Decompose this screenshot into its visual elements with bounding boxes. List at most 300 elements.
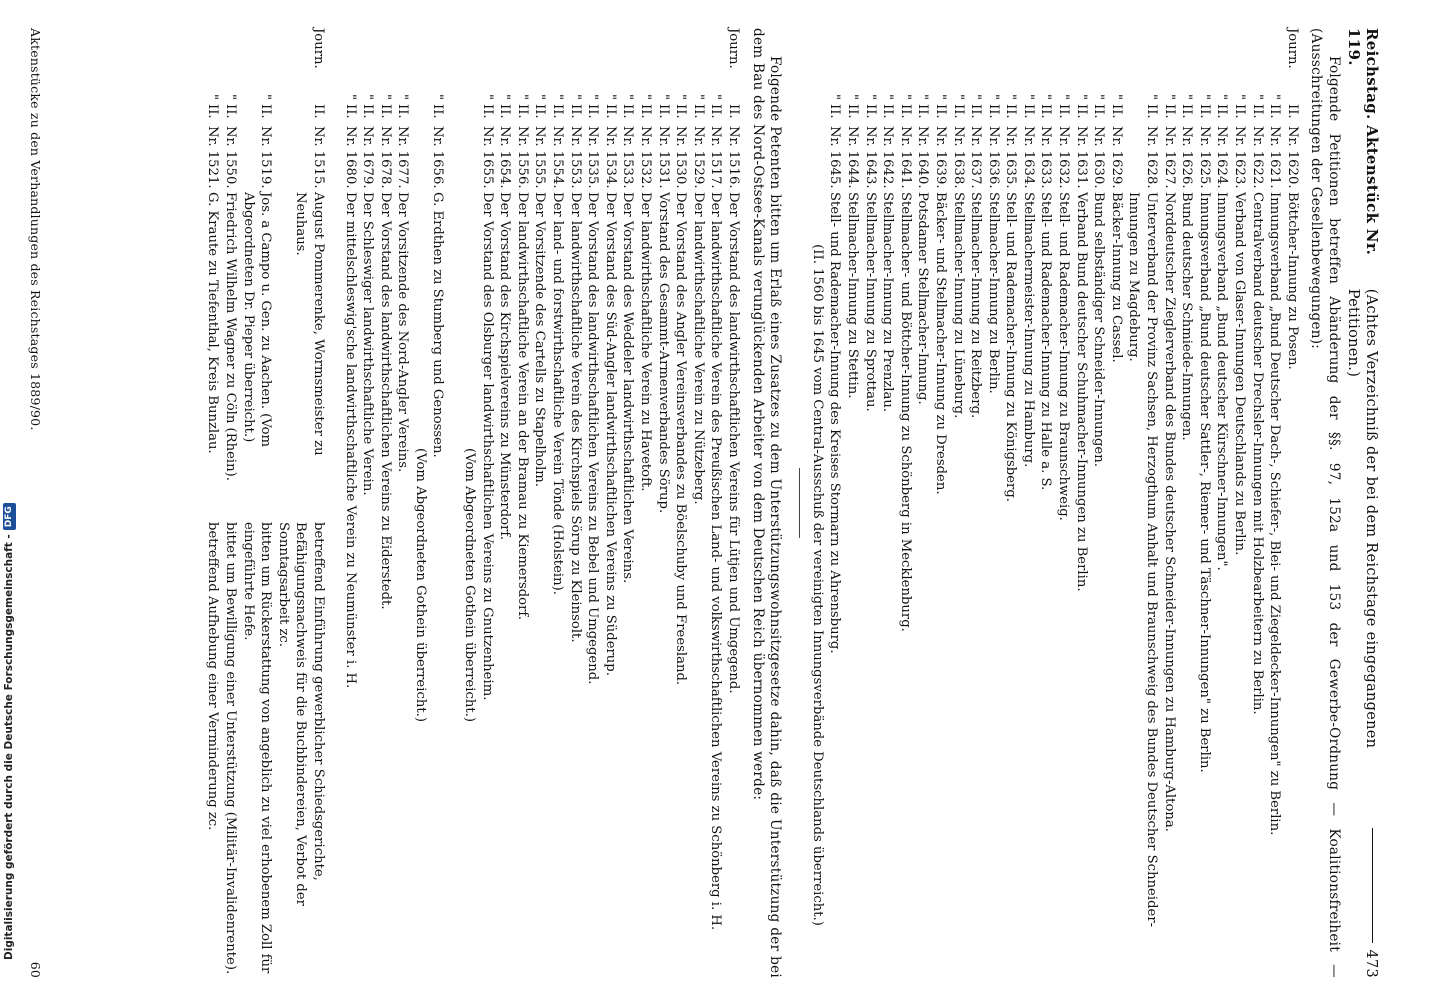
journal-label xyxy=(636,28,654,90)
credit-text-strip xyxy=(1,480,17,960)
petition-number: Nr. 1639. xyxy=(932,126,948,189)
ditto-mark: " xyxy=(950,93,966,101)
entry-row xyxy=(1037,28,1055,978)
journal-label xyxy=(429,28,447,90)
section-label: II. xyxy=(897,104,913,119)
ditto-mark xyxy=(411,90,429,104)
entry-row xyxy=(967,28,985,978)
section2-body xyxy=(461,28,743,978)
section-label: II. xyxy=(932,104,948,119)
ditto-mark: " xyxy=(620,93,636,101)
journal-label xyxy=(1178,28,1196,90)
petitioner: Der landwirthschaftliche Verein an der Bramau zu Kiemersdorf. xyxy=(514,192,530,620)
ditto-mark: " xyxy=(585,93,601,101)
petition-number: Nr. 1680. xyxy=(342,126,358,189)
ditto-mark xyxy=(461,90,479,104)
petitioner: Stell- und Rademacher-Innung zu Halle a. S. xyxy=(1038,192,1054,491)
section-label: II. xyxy=(1020,104,1036,119)
petition-number: Nr. 1637. xyxy=(968,126,984,189)
journal-label xyxy=(1195,28,1213,90)
petitioner: Innungsverband „Bund Deutscher Dach-, Schiefer-, Blei- und Ziegeldecker-Innungen" zu Berlin. xyxy=(1267,192,1283,836)
ditto-mark xyxy=(274,90,327,104)
ditto-mark xyxy=(724,90,742,104)
ditto-mark: " xyxy=(205,93,221,101)
ditto-mark: " xyxy=(550,93,566,101)
petition-number: Nr. 1645. xyxy=(827,126,843,189)
ditto-mark: " xyxy=(673,93,689,101)
section-label: II. xyxy=(360,104,376,119)
section-label: II. xyxy=(1196,104,1212,119)
ditto-mark: " xyxy=(690,93,706,101)
petitioner: Bäcker- und Stellmacher-Innung zu Dresden. xyxy=(932,192,948,495)
footer-page-number: 60 xyxy=(27,961,43,978)
petitioner: Stellmacher-Innung zu Lüneburg. xyxy=(950,192,966,419)
entry-row xyxy=(949,28,967,978)
section1-intro: Folgende Petitionen betreffen Abänderung der §§. 97, 152a und 153 der Gewerbe-Ordnung — Koalitionsfreiheit — (Ausschreitungen der Gesellenbewegungen): xyxy=(1308,28,1342,978)
entry-row xyxy=(1090,28,1108,978)
header-left: Reichstag. Aktenstück Nr. 119. xyxy=(1345,28,1381,256)
page-number: 473 xyxy=(1363,949,1379,978)
journal-label: Journ. xyxy=(1284,28,1300,69)
journal-label xyxy=(1055,28,1073,90)
section-label: II. xyxy=(1161,104,1177,119)
petition-number: Nr. 1534. xyxy=(602,126,618,189)
ditto-mark: " xyxy=(1056,93,1072,101)
journal-label xyxy=(496,28,514,90)
journal-label xyxy=(513,28,531,90)
ditto-mark: " xyxy=(1161,93,1177,101)
petitioner: (II. 1560 bis 1645 vom Central-Ausschuß der vereinigten Innungsverbände Deutschlands überreicht.) xyxy=(809,244,825,926)
section-label: II. xyxy=(1108,104,1124,119)
petition-number: Nr. 1624. xyxy=(1214,126,1230,189)
entry-row xyxy=(204,28,222,978)
petitioner: Der Schleswiger landwirthschaftliche Verein. xyxy=(360,192,376,496)
petitioner: Bäcker-Innung zu Cassel. xyxy=(1108,192,1124,363)
petitioner: Stell- und Rademacher-Innung des Kreises Stormarn zu Ahrensburg. xyxy=(827,192,843,654)
ditto-mark: " xyxy=(497,93,513,101)
section-label: II. xyxy=(585,104,601,119)
petition-number: Nr. 1517. xyxy=(708,126,724,189)
journal-label xyxy=(914,28,932,90)
section-label: II. xyxy=(1214,104,1230,119)
journal-label xyxy=(967,28,985,90)
journal-label xyxy=(359,28,377,90)
petition-number: Nr. 1535. xyxy=(585,126,601,189)
ditto-mark: " xyxy=(1267,93,1283,101)
entry-row xyxy=(931,28,949,978)
petition-number: Nr. 1530. xyxy=(673,126,689,189)
journal-label: Journ. xyxy=(310,28,326,69)
entry-row xyxy=(689,28,707,978)
section-label: II. xyxy=(258,104,274,119)
entry-row xyxy=(341,28,359,978)
entry-row xyxy=(531,28,549,978)
page-content xyxy=(20,28,1380,978)
section-label: II. xyxy=(950,104,966,119)
entry-row xyxy=(429,28,447,978)
journal-label xyxy=(566,28,584,90)
ditto-mark: " xyxy=(395,93,411,101)
journal-label xyxy=(1107,28,1125,90)
journal-label xyxy=(896,28,914,90)
petitioner: Der Vorstand des Süd-Angler landwirthschaftlichen Vereins zu Süderup. xyxy=(602,192,618,676)
ditto-mark: " xyxy=(985,93,1001,101)
running-header xyxy=(1345,28,1381,978)
journal-label xyxy=(394,28,412,90)
petition-number: Nr. 1679. xyxy=(360,126,376,189)
section-label: II. xyxy=(1267,104,1283,119)
petitioner: Centralverband deutscher Drechsler-Innungen mit Holzbearbeitern zu Berlin. xyxy=(1249,192,1265,715)
petitioner: Der landwirthschaftliche Verein des Preußischen Land- und volkswirthschaftlichen Vereins zu Schönberg i. H. xyxy=(708,192,724,931)
petition-number: Nr. 1629. xyxy=(1108,126,1124,189)
section-label: II. xyxy=(205,104,221,119)
journal-label xyxy=(931,28,949,90)
petition-number: Nr. 1550. xyxy=(222,126,238,189)
petitioner: Bund selbständiger Schneider-Innungen. xyxy=(1091,192,1107,467)
journal-label xyxy=(341,28,359,90)
petition-number: Nr. 1633. xyxy=(1038,126,1054,189)
journal-label xyxy=(984,28,1002,90)
ditto-mark: " xyxy=(602,93,618,101)
entry-row xyxy=(914,28,932,978)
ditto-mark: " xyxy=(655,93,671,101)
journal-label xyxy=(1125,28,1160,90)
entry-row xyxy=(654,28,672,978)
section1-body xyxy=(808,28,1301,978)
petitioner: (Vom Abgeordneten Gothein überreicht.) xyxy=(462,448,478,722)
petitioner: Der Vorsitzende des Nord-Angler Vereins. xyxy=(395,192,411,473)
petitioner: Der Vorstand des Weddeler landwirthschaftlichen Vereins. xyxy=(620,192,636,584)
petition-number: Nr. 1555. xyxy=(532,126,548,189)
ditto-mark: " xyxy=(827,93,843,101)
ditto-mark: " xyxy=(1003,93,1019,101)
ditto-mark: " xyxy=(1108,93,1124,101)
petitioner: Stellmacher-Innung zu Prenzlau. xyxy=(880,192,896,413)
petition-number: Nr. 1533. xyxy=(620,126,636,189)
section-label: II. xyxy=(1003,104,1019,119)
entry-row xyxy=(826,28,844,978)
petition-number xyxy=(808,126,826,192)
entry-row xyxy=(1107,28,1125,978)
petitioner: Stellmacher-Innung zu Sprottau. xyxy=(862,192,878,412)
entry-row xyxy=(1230,28,1248,978)
page-footer xyxy=(26,28,44,978)
petitioner: Stell- und Rademacher-Innung zu Braunschweig. xyxy=(1056,192,1072,521)
petitioner: (Vom Abgeordneten Gothein überreicht.) xyxy=(412,448,428,722)
entry-row xyxy=(672,28,690,978)
section-label: II. xyxy=(862,104,878,119)
petitioner: Innungsverband „Bund deutscher Kürschner-Innungen". xyxy=(1214,192,1230,571)
petitioner: Der Vorstand des Kirchspielvereins zu Münsterdorf. xyxy=(497,192,513,541)
credit-text: Digitalisierung gefördert durch die Deutsche Forschungsgemeinschaft - xyxy=(3,534,15,960)
ditto-mark: " xyxy=(897,93,913,101)
petition-number: Nr. 1515. xyxy=(310,126,326,189)
ditto-mark: " xyxy=(430,93,446,101)
entry-row xyxy=(1072,28,1090,978)
petition-number: Nr. 1641. xyxy=(897,126,913,189)
journal-label xyxy=(1037,28,1055,90)
petitioner: August Pommerenke, Wormsmeister zu Neuhaus. xyxy=(293,192,326,456)
ditto-mark: " xyxy=(844,93,860,101)
entry-row xyxy=(1178,28,1196,978)
journal-label xyxy=(879,28,897,90)
petitioner: Innungsverband „Bund deutscher Sattler-, Riemer- und Täschner-Innungen" zu Berlin. xyxy=(1196,192,1212,773)
section-label: II. xyxy=(827,104,843,119)
petitioner: Stellmacher-Innung zu Reitzberg. xyxy=(968,192,984,419)
petition-number: Nr. 1626. xyxy=(1179,126,1195,189)
petition-number: Nr. 1516. xyxy=(726,126,741,189)
petition-number xyxy=(411,126,429,192)
petition-number: Nr. 1554. xyxy=(550,126,566,189)
entry-row xyxy=(808,28,826,978)
entry-row xyxy=(1195,28,1213,978)
section-label: II. xyxy=(532,104,548,119)
section-label: II. xyxy=(550,104,566,119)
entry-row xyxy=(984,28,1002,978)
journal-label xyxy=(808,28,826,90)
journal-label xyxy=(654,28,672,90)
ditto-mark: " xyxy=(932,93,948,101)
ditto-mark xyxy=(808,90,826,104)
journal-label xyxy=(548,28,566,90)
petition-number: Nr. 1532. xyxy=(638,126,654,189)
petition-number: Nr. 1529. xyxy=(690,126,706,189)
journal-label xyxy=(478,28,496,90)
petition-number: Nr. 1627. xyxy=(1161,126,1177,189)
journal-label xyxy=(707,28,725,90)
journal-label xyxy=(376,28,394,90)
petition-number: Nr. 1556. xyxy=(514,126,530,189)
section-label: II. xyxy=(620,104,636,119)
separator-rule xyxy=(799,468,800,538)
petition-subject: betreffend Aufhebung einer Verminderung zc. xyxy=(205,522,221,831)
ditto-mark: " xyxy=(1091,93,1107,101)
section-label: II. xyxy=(985,104,1001,119)
header-center: (Achtes Verzeichniß der bei dem Reichstage eingegangenen Petitionen.) xyxy=(1345,288,1379,749)
petitioner: Der mittelschleswig'sche landwirthschaftliche Verein zu Neumünster i. H. xyxy=(342,192,358,689)
ditto-mark: " xyxy=(567,93,583,101)
journal-label xyxy=(843,28,861,90)
entry-row xyxy=(636,28,654,978)
petitioner: Stellmacher-Innung zu Stettin. xyxy=(844,192,860,399)
petitioner: Jos. a Campo u. Gen. zu Aachen. (Vom Abgeordneten Dr. Pieper überreicht.) xyxy=(240,192,274,448)
ditto-mark: " xyxy=(360,93,376,101)
journal-label xyxy=(239,28,274,90)
journal-label xyxy=(1072,28,1090,90)
ditto-mark: " xyxy=(1179,93,1195,101)
section-label: II. xyxy=(673,104,689,119)
entry-row xyxy=(496,28,514,978)
entry-row xyxy=(274,28,327,978)
ditto-mark xyxy=(1283,90,1301,104)
petitioner: Stellmacher- und Böttcher-Innung zu Schönberg in Mecklenburg. xyxy=(897,192,913,632)
section2-intro: Folgende Petenten bitten um Erlaß eines Zusatzes zu dem Unterstützungswohnsitzgesetze dahin, daß die Unterstützung der bei dem Bau des Nord-Ostsee-Kanals verunglückenden Arbeiter von dem Deutschen Reich übernommen werde: xyxy=(749,28,784,978)
petition-number: Nr. 1531. xyxy=(655,126,671,189)
entry-row xyxy=(461,28,479,978)
entry-row xyxy=(1055,28,1073,978)
section-label: II. xyxy=(1179,104,1195,119)
petition-subject: betreffend Einführung gewerblicher Schiedsgerichte, Befähigungsnachweis für die Buchbindereien, Verbot der Sonntagsarbeit zc. xyxy=(275,522,326,906)
section-label: II. xyxy=(430,104,446,119)
petitioner: Böttcher-Innung zu Posen. xyxy=(1284,192,1300,370)
petitioner: Potsdamer Stellmacher-Innung. xyxy=(915,192,931,405)
ditto-mark: " xyxy=(1214,93,1230,101)
section-label: II. xyxy=(342,104,358,119)
section-label xyxy=(411,104,429,126)
section1-table xyxy=(808,28,1301,978)
journal-label xyxy=(861,28,879,90)
journal-label xyxy=(204,28,222,90)
entry-row xyxy=(1125,28,1160,978)
petition-number: Nr. 1632. xyxy=(1056,126,1072,189)
entry-row xyxy=(411,28,429,978)
section-label: II. xyxy=(690,104,706,119)
section-label: II. xyxy=(567,104,583,119)
petitioner: Friedrich Wilhelm Wagner zu Cöln (Rhein). xyxy=(222,192,238,481)
petitioner: Der Vorstand des landwirthschaftlichen Vereins für Lütjen und Umgegend. xyxy=(726,192,741,694)
petition-number: Nr. 1654. xyxy=(497,126,513,189)
section-label: II. xyxy=(1232,104,1248,119)
petition-number: Nr. 1635. xyxy=(1003,126,1019,189)
entry-row xyxy=(724,28,742,978)
petition-number: Nr. 1638. xyxy=(950,126,966,189)
petitioner: Norddeutscher Zieglerverband des Bundes deutscher Schneider-Innungen zu Hamburg-Altona. xyxy=(1161,192,1177,832)
entry-row xyxy=(239,28,274,978)
petition-subject: bitten um Rückerstattung von angeblich zu viel erhobenem Zoll für eingeführte Hefe. xyxy=(240,522,274,974)
petition-number: Nr. 1636. xyxy=(985,126,1001,189)
ditto-mark: " xyxy=(1073,93,1089,101)
petitioner: Stellmachermeister-Innung zu Hamburg. xyxy=(1020,192,1036,468)
entry-row xyxy=(1248,28,1266,978)
section4-table xyxy=(204,28,327,978)
petitioner: G. Erdthen zu Stumberg und Genossen. xyxy=(430,192,446,458)
petitioner: Unterverband der Provinz Sachsen, Herzogthum Anhalt und Braunschweig des Bundes Deutscher Schneider-Innungen zu Magdeburg. xyxy=(1126,192,1160,928)
petition-number: Nr. 1621. xyxy=(1267,126,1283,189)
petition-number: Nr. 1631. xyxy=(1073,126,1089,189)
ditto-mark: " xyxy=(1232,93,1248,101)
entry-row xyxy=(601,28,619,978)
petitioner: Stell- und Rademacher-Innung zu Königsberg. xyxy=(1003,192,1019,502)
ditto-mark: " xyxy=(222,93,238,101)
section-label: II. xyxy=(395,104,411,119)
petition-number: Nr. 1521. xyxy=(205,126,221,189)
petitioner: Der Vorstand des landwirthschaftlichen Vereins zu Bebel und Umgegend. xyxy=(585,192,601,685)
section-label: II. xyxy=(377,104,393,119)
entry-row xyxy=(359,28,377,978)
entry-row xyxy=(843,28,861,978)
section3-table xyxy=(341,28,447,978)
petitioner: Stellmacher-Innung zu Berlin. xyxy=(985,192,1001,394)
ditto-mark: " xyxy=(880,93,896,101)
petition-number: Nr. 1644. xyxy=(844,126,860,189)
entry-row xyxy=(1160,28,1178,978)
section-label: II. xyxy=(638,104,654,119)
petition-number: Nr. 1642. xyxy=(880,126,896,189)
journal-label xyxy=(584,28,602,90)
footer-left: Aktenstücke zu den Verhandlungen des Reichstages 1889/90. xyxy=(27,28,43,431)
entry-row xyxy=(376,28,394,978)
section-label: II. xyxy=(497,104,513,119)
ditto-mark: " xyxy=(968,93,984,101)
ditto-mark: " xyxy=(1249,93,1265,101)
petition-number: Nr. 1677. xyxy=(395,126,411,189)
petition-number: Nr. 1620. xyxy=(1284,126,1300,189)
ditto-mark: " xyxy=(1196,93,1212,101)
petition-number: Nr. 1656. xyxy=(430,126,446,189)
journal-label xyxy=(531,28,549,90)
petitioner: Verband Bund deutscher Schuhmacher-Innungen zu Berlin. xyxy=(1073,192,1089,592)
entry-row xyxy=(1213,28,1231,978)
petition-number: Nr. 1628. xyxy=(1144,126,1160,189)
section2-table xyxy=(461,28,743,978)
entry-row xyxy=(584,28,602,978)
section-label: II. xyxy=(968,104,984,119)
petitioner: Verband von Glaser-Innungen Deutschlands zu Berlin. xyxy=(1232,192,1248,556)
petition-number: Nr. 1655. xyxy=(479,126,495,189)
digitization-credit xyxy=(2,0,22,1000)
section-label: II. xyxy=(310,104,326,119)
journal-label xyxy=(689,28,707,90)
ditto-mark: " xyxy=(1020,93,1036,101)
ditto-mark: " xyxy=(1144,93,1160,101)
entry-row xyxy=(707,28,725,978)
petitioner: Bund deutscher Schmiede-Innungen. xyxy=(1179,192,1195,441)
petitioner: Vorstand des Gesammt-Armenverbandes Sörup. xyxy=(655,192,671,514)
petition-number: Nr. 1630. xyxy=(1091,126,1107,189)
petition-number: Nr. 1622. xyxy=(1249,126,1265,189)
petition-number xyxy=(461,126,479,192)
petitioner: Der landwirthschaftliche Verein des Kirchspiels Sörup zu Kleinsolt. xyxy=(567,192,583,643)
section-label: II. xyxy=(1091,104,1107,119)
ditto-mark: " xyxy=(915,93,931,101)
petition-number: Nr. 1553. xyxy=(567,126,583,189)
section-label: II. xyxy=(514,104,530,119)
entry-row xyxy=(478,28,496,978)
entry-row xyxy=(394,28,412,978)
petitioner: Der Vorstand des Olsburger landwirthschaftlichen Vereins zu Gnutzenheim. xyxy=(479,192,495,701)
petition-number: Nr. 1519. xyxy=(258,126,274,189)
section-label: II. xyxy=(655,104,671,119)
journal-label xyxy=(601,28,619,90)
journal-label xyxy=(1160,28,1178,90)
petition-number: Nr. 1643. xyxy=(862,126,878,189)
entry-row xyxy=(896,28,914,978)
ditto-mark: " xyxy=(1038,93,1054,101)
petition-subject: bittet um Bewilligung einer Unterstützung (Militär-Invalidenrente). xyxy=(222,522,238,975)
journal-label xyxy=(1090,28,1108,90)
section-label: II. xyxy=(708,104,724,119)
ditto-mark: " xyxy=(377,93,393,101)
journal-label xyxy=(1019,28,1037,90)
section-label xyxy=(461,104,479,126)
section-label: II. xyxy=(1073,104,1089,119)
entry-row xyxy=(861,28,879,978)
entry-row xyxy=(548,28,566,978)
ditto-mark: " xyxy=(532,93,548,101)
journal-label xyxy=(221,28,239,90)
ditto-mark: " xyxy=(342,93,358,101)
section-label: II. xyxy=(1284,104,1300,119)
section-label: II. xyxy=(479,104,495,119)
petition-number: Nr. 1623. xyxy=(1232,126,1248,189)
petition-number: Nr. 1678. xyxy=(377,126,393,189)
journal-label xyxy=(1002,28,1020,90)
petitioner: Der landwirthschaftliche Verein zu Havetoft. xyxy=(638,192,654,492)
header-rule xyxy=(1372,828,1373,944)
petition-number: Nr. 1634. xyxy=(1020,126,1036,189)
journal-label: Journ. xyxy=(726,28,741,69)
section-label: II. xyxy=(1056,104,1072,119)
